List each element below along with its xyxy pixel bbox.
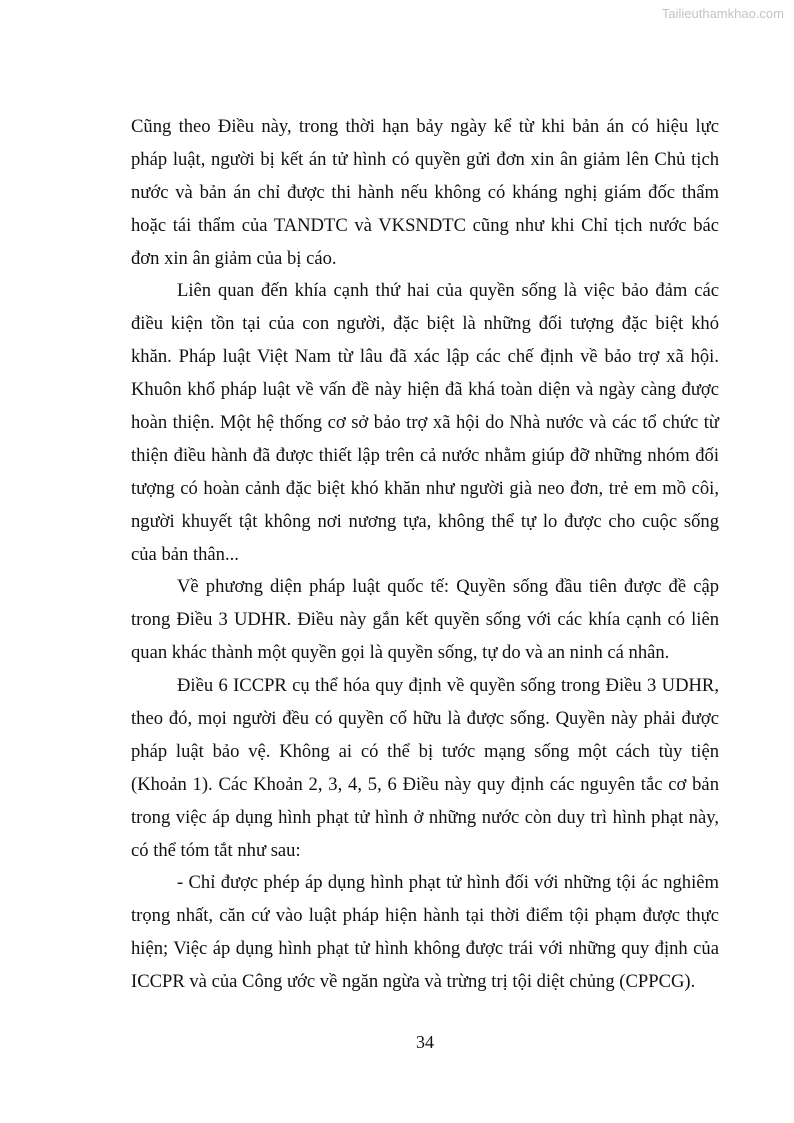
text-line: Liên quan đến khía cạnh thứ hai của quyền sống là việc bảo đảm các: [177, 280, 719, 302]
paragraph: [131, 670, 719, 867]
text-line: trong việc áp dụng hình phạt tử hình ở những nước còn duy trì hình phạt này,: [131, 806, 719, 828]
text-line: hoặc tái thẩm của TANDTC và VKSNDTC cũng như khi Chỉ tịch nước bác: [131, 214, 719, 236]
text-line: khăn. Pháp luật Việt Nam từ lâu đã xác lập các chế định về bảo trợ xã hội.: [131, 346, 719, 368]
document-body: [131, 111, 719, 999]
text-line: theo đó, mọi người đều có quyền cố hữu là được sống. Quyền này phải được: [131, 708, 719, 730]
text-line: điều kiện tồn tại của con người, đặc biệt là những đối tượng đặc biệt khó: [131, 313, 719, 335]
paragraph: [131, 111, 719, 275]
text-line: Cũng theo Điều này, trong thời hạn bảy ngày kể từ khi bản án có hiệu lực: [131, 116, 719, 137]
text-line: Điều 6 ICCPR cụ thể hóa quy định về quyền sống trong Điều 3 UDHR,: [177, 675, 719, 697]
paragraph: [131, 275, 719, 571]
text-line: trọng nhất, căn cứ vào luật pháp hiện hành tại thời điểm tội phạm được thực: [131, 905, 719, 927]
text-line: (Khoản 1). Các Khoản 2, 3, 4, 5, 6 Điều này quy định các nguyên tắc cơ bản: [131, 773, 719, 795]
text-line: pháp luật, người bị kết án tử hình có quyền gửi đơn xin ân giảm lên Chủ tịch: [131, 148, 719, 170]
text-line: hoàn thiện. Một hệ thống cơ sở bảo trợ xã hội do Nhà nước và các tổ chức từ: [131, 412, 719, 434]
text-line: người khuyết tật không nơi nương tựa, không thể tự lo được cho cuộc sống: [131, 510, 719, 532]
text-line: Về phương diện pháp luật quốc tế: Quyền sống đầu tiên được đề cập: [177, 576, 719, 598]
text-line: ICCPR và của Công ước về ngăn ngừa và trừng trị tội diệt chủng (CPPCG).: [131, 971, 696, 993]
text-line: hiện; Việc áp dụng hình phạt tử hình không được trái với những quy định của: [131, 938, 719, 960]
text-line: thiện điều hành đã được thiết lập trên cả nước nhằm giúp đỡ những nhóm đối: [131, 444, 719, 466]
text-line: pháp luật bảo vệ. Không ai có thể bị tước mạng sống một cách tùy tiện: [131, 740, 719, 762]
page-number: 34: [416, 1032, 434, 1052]
text-line: quan khác thành một quyền gọi là quyền sống, tự do và an ninh cá nhân.: [131, 642, 670, 664]
paragraph: [131, 867, 719, 999]
text-line: có thể tóm tắt như sau:: [131, 839, 301, 861]
text-line: - Chỉ được phép áp dụng hình phạt tử hình đối với những tội ác nghiêm: [177, 872, 719, 894]
text-line: nước và bản án chỉ được thi hành nếu không có kháng nghị giám đốc thẩm: [131, 181, 719, 203]
text-line: đơn xin ân giảm của bị cáo.: [131, 247, 337, 269]
text-line: của bản thân...: [131, 543, 239, 565]
paragraph: [131, 571, 719, 670]
text-line: trong Điều 3 UDHR. Điều này gắn kết quyền sống với các khía cạnh có liên: [131, 609, 719, 631]
watermark: Tailieuthamkhao.com: [661, 6, 784, 21]
text-line: Khuôn khổ pháp luật về vấn đề này hiện đã khá toàn diện và ngày càng được: [131, 379, 719, 401]
text-line: tượng có hoàn cảnh đặc biệt khó khăn như người già neo đơn, trẻ em mồ côi,: [131, 477, 719, 499]
